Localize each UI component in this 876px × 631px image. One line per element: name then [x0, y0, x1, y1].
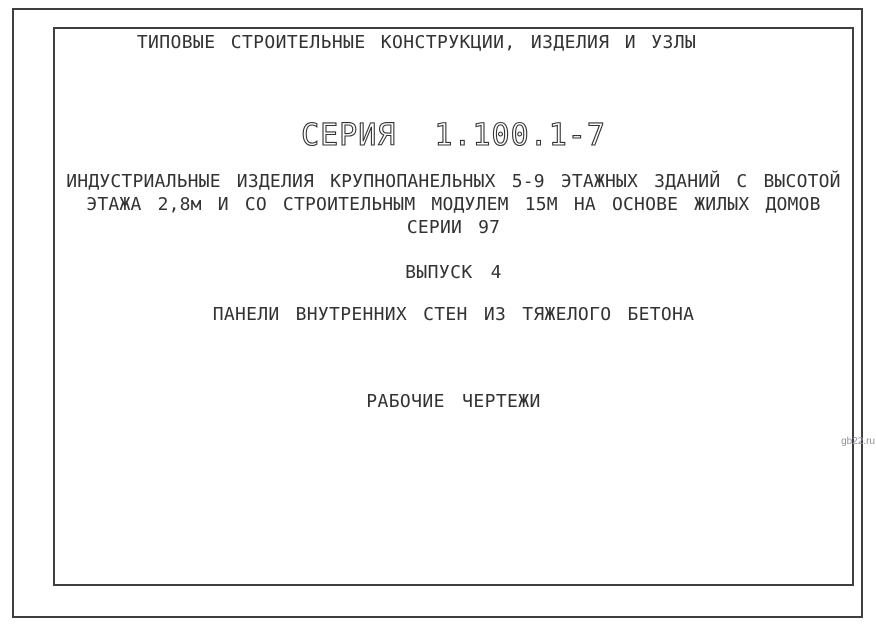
- issue-label: ВЫПУСК: [405, 262, 473, 283]
- issue-title: [53, 262, 854, 283]
- description-line-2: ЭТАЖА 2,8м И СО СТРОИТЕЛЬНЫМ МОДУЛЕМ 15М НА ОСНОВЕ ЖИЛЫХ ДОМОВ: [86, 194, 821, 215]
- subject-title: ПАНЕЛИ ВНУТРЕННИХ СТЕН ИЗ ТЯЖЕЛОГО БЕТОНА: [212, 304, 695, 325]
- series-number: 1.100.1-7: [434, 118, 606, 153]
- series-label: СЕРИЯ: [301, 118, 397, 153]
- description-line-1: ИНДУСТРИАЛЬНЫЕ ИЗДЕЛИЯ КРУПНОПАНЕЛЬНЫХ 5-9 ЭТАЖНЫХ ЗДАНИЙ С ВЫСОТОЙ: [66, 171, 841, 192]
- document-type: РАБОЧИЕ ЧЕРТЕЖИ: [366, 391, 541, 412]
- document-description: [53, 170, 854, 239]
- description-line-3: СЕРИИ 97: [406, 217, 501, 238]
- site-watermark: gb22.ru: [841, 436, 875, 447]
- series-title: [53, 118, 854, 153]
- issue-number: 4: [490, 262, 502, 283]
- document-category-header: ТИПОВЫЕ СТРОИТЕЛЬНЫЕ КОНСТРУКЦИИ, ИЗДЕЛИЯ И УЗЛЫ: [136, 32, 697, 53]
